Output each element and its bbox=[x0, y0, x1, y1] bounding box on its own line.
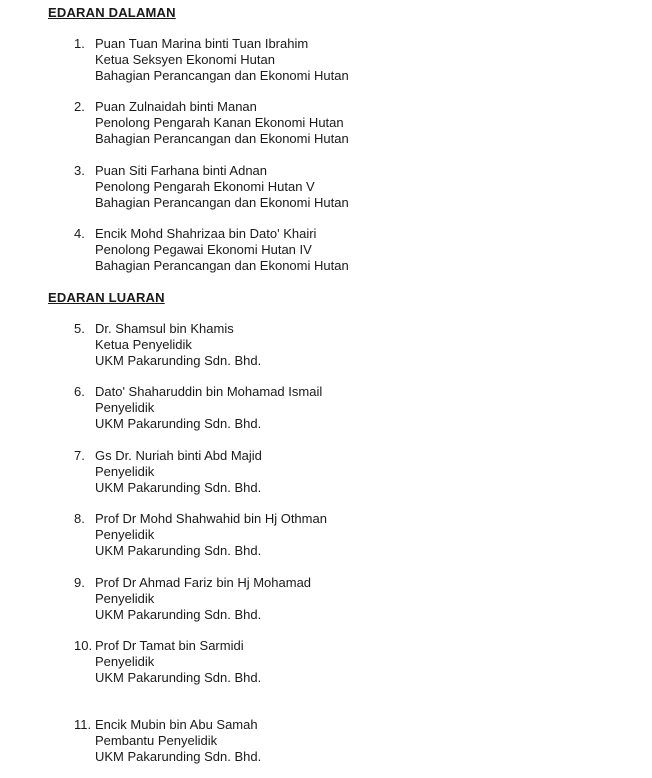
recipient-name: Prof Dr Mohd Shahwahid bin Hj Othman bbox=[95, 511, 327, 526]
recipient-organization: Bahagian Perancangan dan Ekonomi Hutan bbox=[95, 131, 349, 146]
recipient-title: Penolong Pengarah Kanan Ekonomi Hutan bbox=[95, 115, 344, 130]
item-number: 5. bbox=[74, 321, 85, 336]
recipient-organization: UKM Pakarunding Sdn. Bhd. bbox=[95, 607, 262, 622]
item-number: 9. bbox=[74, 575, 85, 590]
recipient-title: Ketua Penyelidik bbox=[95, 337, 192, 352]
recipient-organization: UKM Pakarunding Sdn. Bhd. bbox=[95, 480, 262, 495]
recipient-name: Prof Dr Tamat bin Sarmidi bbox=[95, 638, 244, 653]
recipient-name: Gs Dr. Nuriah binti Abd Majid bbox=[95, 448, 262, 463]
recipient-organization: UKM Pakarunding Sdn. Bhd. bbox=[95, 670, 262, 685]
recipient-name: Puan Zulnaidah binti Manan bbox=[95, 99, 257, 114]
recipient-organization: UKM Pakarunding Sdn. Bhd. bbox=[95, 416, 262, 431]
recipient-name: Encik Mubin bin Abu Samah bbox=[95, 717, 258, 732]
recipient-organization: Bahagian Perancangan dan Ekonomi Hutan bbox=[95, 195, 349, 210]
item-number: 7. bbox=[74, 448, 85, 463]
recipient-organization: Bahagian Perancangan dan Ekonomi Hutan bbox=[95, 258, 349, 273]
recipient-title: Penyelidik bbox=[95, 654, 155, 669]
recipient-organization: UKM Pakarunding Sdn. Bhd. bbox=[95, 749, 262, 764]
recipient-organization: Bahagian Perancangan dan Ekonomi Hutan bbox=[95, 68, 349, 83]
item-number: 10. bbox=[74, 638, 93, 653]
recipient-organization: UKM Pakarunding Sdn. Bhd. bbox=[95, 543, 262, 558]
item-number: 1. bbox=[74, 36, 85, 51]
item-number: 6. bbox=[74, 384, 85, 399]
item-number: 8. bbox=[74, 511, 85, 526]
recipient-name: Dr. Shamsul bin Khamis bbox=[95, 321, 234, 336]
recipient-name: Prof Dr Ahmad Fariz bin Hj Mohamad bbox=[95, 575, 312, 590]
recipient-title: Penyelidik bbox=[95, 591, 155, 606]
external-distribution-heading: EDARAN LUARAN bbox=[48, 290, 165, 305]
recipient-title: Penyelidik bbox=[95, 527, 155, 542]
internal-distribution-heading: EDARAN DALAMAN bbox=[48, 5, 176, 20]
recipient-name: Encik Mohd Shahrizaa bin Dato' Khairi bbox=[95, 226, 317, 241]
item-number: 3. bbox=[74, 163, 85, 178]
recipient-title: Penolong Pengarah Ekonomi Hutan V bbox=[95, 179, 315, 194]
recipient-name: Puan Siti Farhana binti Adnan bbox=[95, 163, 268, 178]
recipient-title: Penyelidik bbox=[95, 400, 155, 415]
recipient-title: Ketua Seksyen Ekonomi Hutan bbox=[95, 52, 275, 67]
recipient-name: Puan Tuan Marina binti Tuan Ibrahim bbox=[95, 36, 309, 51]
recipient-name: Dato' Shaharuddin bin Mohamad Ismail bbox=[95, 384, 323, 399]
item-number: 4. bbox=[74, 226, 85, 241]
recipient-title: Pembantu Penyelidik bbox=[95, 733, 218, 748]
item-number: 2. bbox=[74, 99, 85, 114]
item-number: 11. bbox=[74, 717, 92, 732]
recipient-title: Penolong Pegawai Ekonomi Hutan IV bbox=[95, 242, 312, 257]
recipient-title: Penyelidik bbox=[95, 464, 155, 479]
recipient-organization: UKM Pakarunding Sdn. Bhd. bbox=[95, 353, 262, 368]
